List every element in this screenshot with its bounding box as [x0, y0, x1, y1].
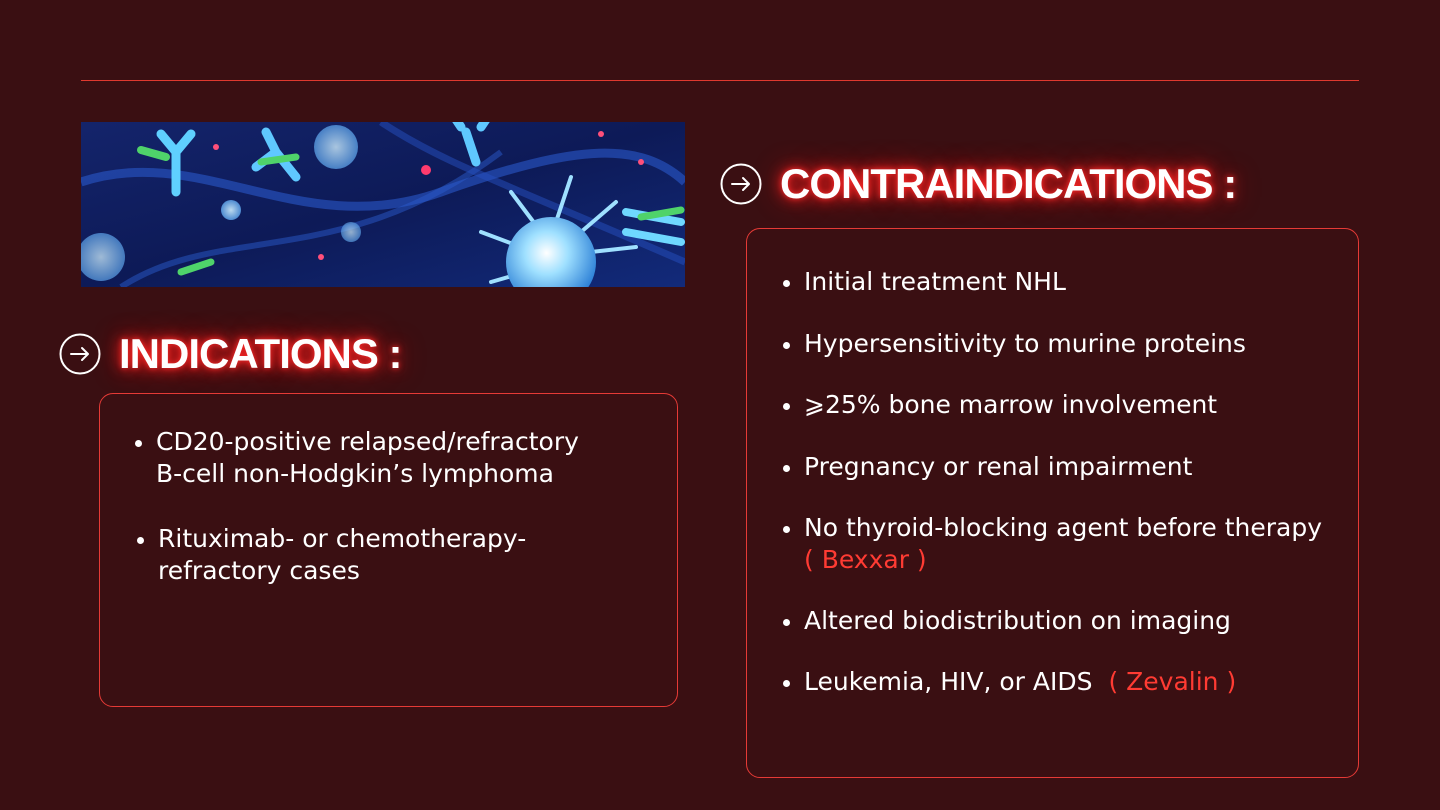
list-item [804, 328, 1246, 360]
list-item-text: Pregnancy or renal impairment [804, 452, 1193, 481]
bullet [783, 280, 790, 287]
list-item-text: CD20-positive relapsed/refractory [156, 427, 579, 456]
bullet [135, 440, 142, 447]
drug-note-bexxar: ( Bexxar ) [804, 545, 927, 574]
list-item-text: ⩾25% bone marrow involvement [804, 390, 1218, 419]
bullet [783, 619, 790, 626]
top-divider [81, 80, 1359, 81]
drug-note-zevalin: ( Zevalin ) [1108, 667, 1237, 696]
bullet [783, 526, 790, 533]
list-item [804, 666, 1236, 698]
list-item [804, 389, 1217, 421]
circled-right-arrow-icon [720, 163, 762, 205]
list-item [804, 512, 1322, 576]
list-item-text: Rituximab- or chemotherapy- [158, 524, 527, 553]
list-item-text: refractory cases [158, 556, 360, 585]
circled-right-arrow-icon [59, 333, 101, 375]
indications-panel [99, 393, 678, 707]
list-item-text: B-cell non-Hodgkin’s lymphoma [156, 459, 554, 488]
list-item-text: Hypersensitivity to murine proteins [804, 329, 1246, 358]
bullet [783, 342, 790, 349]
list-item-text: Leukemia, HIV, or AIDS [804, 667, 1093, 696]
contraindications-title: CONTRAINDICATIONS : [780, 160, 1237, 207]
bullet [783, 465, 790, 472]
antibody-virus-illustration [81, 122, 685, 287]
bullet [783, 680, 790, 687]
list-item-text: Altered biodistribution on imaging [804, 606, 1231, 635]
bullet [783, 403, 790, 410]
list-item [156, 426, 579, 490]
contraindications-panel [746, 228, 1359, 778]
list-item-text: Initial treatment NHL [804, 267, 1066, 296]
contraindications-heading [720, 160, 1236, 208]
list-item [804, 451, 1192, 483]
list-item [804, 266, 1066, 298]
indications-heading [59, 330, 402, 378]
list-item-text: No thyroid-blocking agent before therapy [804, 513, 1323, 542]
bullet [137, 537, 144, 544]
list-item [804, 605, 1231, 637]
list-item [158, 523, 526, 587]
indications-title: INDICATIONS : [119, 330, 402, 377]
